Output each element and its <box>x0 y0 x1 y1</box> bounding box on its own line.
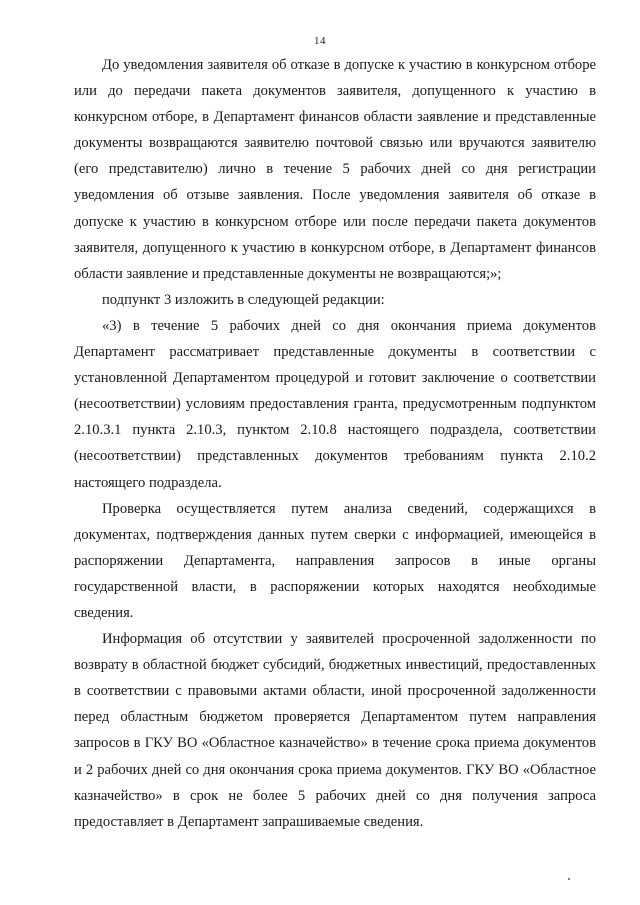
scan-speck <box>568 878 570 880</box>
paragraph-return-documents: До уведомления заявителя об отказе в допуске к участию в конкурсном отборе или до передачи пакета документов заявителя, допущенного к участию в конкурсном отборе, в Департамент финансов области заявление и представленные документы возвращаются заявителю почтовой связью или вручаются заявителю (его представителю) лично в течение 5 рабочих дней со дня регистрации уведомления об отзыве заявления. После уведомления заявителя об отказе в допуске к участию в конкурсном отборе или после передачи пакета документов заявителя, допущенного к участию в конкурсном отборе, в Департамент финансов области заявление и представленные документы не возвращаются;»; <box>74 57 596 282</box>
paragraph-debt-information: Информация об отсутствии у заявителей просроченной задолженности по возврату в областной бюджет субсидий, бюджетных инвестиций, предоставленных в соответствии с правовыми актами области, иной просроченной задолженности перед областным бюджетом проверяется Департаментом путем направления запросов в ГКУ ВО «Областное казначейство» в течение срока приема документов и 2 рабочих дней со дня окончания срока приема документов. ГКУ ВО «Областное казначейство» в срок не более 5 рабочих дней со дня получения запроса предоставляет в Департамент запрашиваемые сведения. <box>74 631 596 830</box>
page-number: 14 <box>314 35 326 47</box>
paragraph-subclause-3-intro: подпункт 3 изложить в следующей редакции: <box>102 291 385 308</box>
paragraph-verification: Проверка осуществляется путем анализа сведений, содержащихся в документах, подтверждения данных путем сверки с информацией, имеющейся в распоряжении Департамента, направления запросов в иные органы государственной власти, в распоряжении которых находятся необходимые сведения. <box>74 500 596 621</box>
document-body <box>74 52 596 835</box>
paragraph-subclause-3-text: «3) в течение 5 рабочих дней со дня окончания приема документов Департамент рассматривает представленные документы в соответствии с установленной Департаментом процедурой и готовит заключение о соответствии (несоответствии) условиям предоставления гранта, предусмотренным подпунктом 2.10.3.1 пункта 2.10.3, пунктом 2.10.8 настоящего подраздела, соответствии (несоответствии) представленных документов требованиям пункта 2.10.2 настоящего подраздела. <box>74 317 596 491</box>
